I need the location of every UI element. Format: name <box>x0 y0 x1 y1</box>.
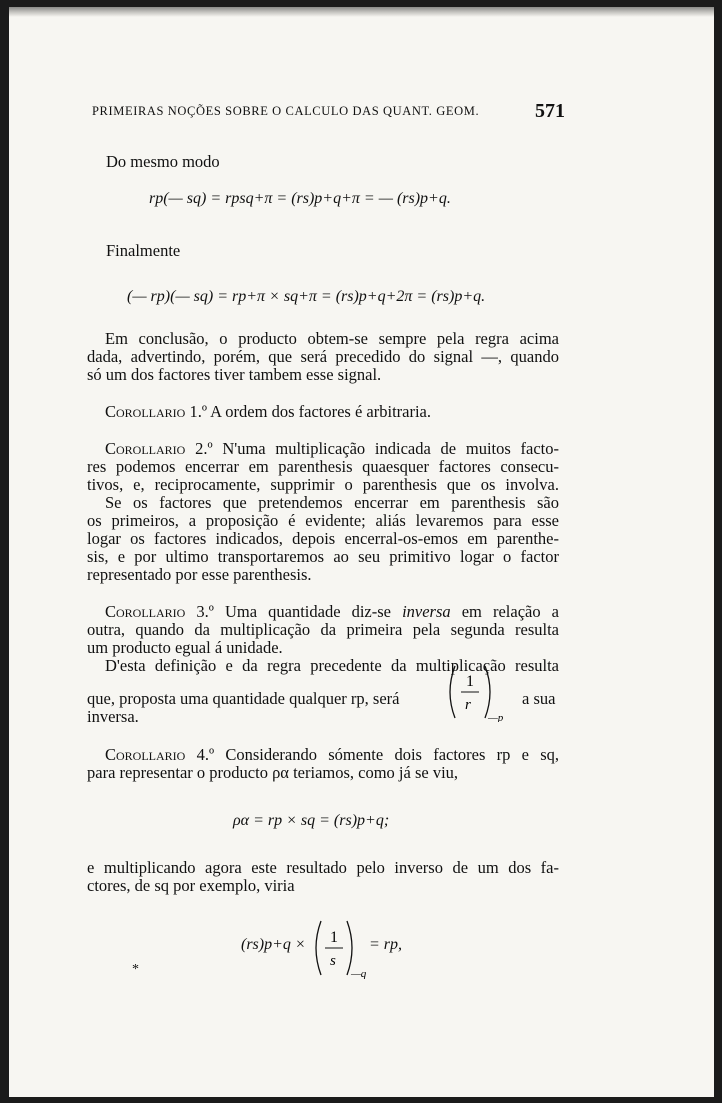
conclusao-line-2: dada, advertindo, porém, que será precedido do signal —, quando <box>87 347 559 366</box>
conclusao-line-3: só um dos factores tiver tambem esse signal. <box>87 365 382 384</box>
fraction-1-denominator: r <box>465 697 471 713</box>
desta-line: D'esta definição e da regra precedente da multiplicação resulta <box>105 656 559 675</box>
corollario-1-label: Corollario 1.º <box>105 402 207 421</box>
corollario-1-text: A ordem dos factores é arbitraria. <box>210 402 431 421</box>
corollario-3-label: Corollario 3.º <box>105 602 214 621</box>
fraction-1-subscript: —p <box>488 712 504 722</box>
asterisk-mark: * <box>132 962 139 977</box>
a-sua: a sua <box>522 689 556 708</box>
inversa-word: inversa. <box>87 707 139 726</box>
mult-line-1: e multiplicando agora este resultado pelo inverso de um dos fa- <box>87 858 559 877</box>
running-header: PRIMEIRAS NOÇÕES SOBRE O CALCULO DAS QUANT. GEOM. <box>92 104 480 118</box>
corollario-3-line-1 <box>105 603 559 621</box>
fraction-1-numerator: 1 <box>466 673 474 690</box>
se-line-4: sis, e por ultimo transportaremos ao seu primitivo logar o factor <box>87 547 559 566</box>
corollario-2-label: Corollario 2.º <box>105 439 213 458</box>
fraction-2-denominator: s <box>330 953 336 969</box>
page-number: 571 <box>535 100 565 122</box>
fraction-2-subscript: —q <box>351 968 367 979</box>
corollario-3-line-2: outra, quando da multiplicação da primeira pela segunda resulta <box>87 620 559 639</box>
se-line-5: representado por esse parenthesis. <box>87 565 312 584</box>
corollario-4-line-1 <box>105 746 559 764</box>
equation-3: ρα = rp × sq = (rs)p+q; <box>233 812 390 829</box>
corollario-4-line-2: para representar o producto ρα teriamos, como já se viu, <box>87 763 459 782</box>
do-mesmo-modo: Do mesmo modo <box>106 152 220 171</box>
equation-4-right: = rp, <box>369 936 403 953</box>
fraction-2-numerator: 1 <box>330 929 338 946</box>
corollario-3-text-a: Uma quantidade diz-se <box>224 602 391 621</box>
se-line-3: logar os factores indicados, depois encerral-os-emos em parenthe- <box>87 529 559 548</box>
corollario-2-line-2: res podemos encerrar em parenthesis quaesquer factores consecu- <box>87 457 559 476</box>
corollario-3-line-3: um producto egual á unidade. <box>87 638 283 657</box>
se-line-1: Se os factores que pretendemos encerrar em parenthesis são <box>105 493 559 512</box>
corollario-2-text: N'uma multiplicação indicada de muitos facto- <box>222 439 560 458</box>
corollario-1 <box>105 403 559 421</box>
corollario-4-label: Corollario 4.º <box>105 745 215 764</box>
equation-2: (— rp)(— sq) = rp+π × sq+π = (rs)p+q+2π = (rs)p+q. <box>127 288 486 305</box>
book-page <box>9 7 714 1097</box>
finalmente: Finalmente <box>106 241 181 260</box>
fraction-parens-s <box>311 917 373 979</box>
page-top-edge <box>9 7 714 17</box>
equation-4-left: (rs)p+q × <box>241 936 306 953</box>
se-line-2: os primeiros, a proposição é evidente; aliás levaremos para esse <box>87 511 559 530</box>
corollario-3-inversa: inversa <box>402 602 451 621</box>
equation-1: rp(— sq) = rpsq+π = (rs)p+q+π = — (rs)p+q. <box>149 190 451 207</box>
corollario-2-line-3: tivos, e, reciprocamente, supprimir o parenthesis que os involva. <box>87 475 559 494</box>
que-line: que, proposta uma quantidade qualquer rp, será <box>87 689 400 708</box>
mult-line-2: ctores, de sq por exemplo, viria <box>87 876 295 895</box>
corollario-2-line-1 <box>105 440 559 458</box>
corollario-4-text: Considerando sómente dois factores rp e sq, <box>225 745 560 764</box>
corollario-3-text-b: em relação a <box>461 602 559 621</box>
conclusao-line-1: Em conclusão, o producto obtem-se sempre pela regra acima <box>105 329 559 348</box>
